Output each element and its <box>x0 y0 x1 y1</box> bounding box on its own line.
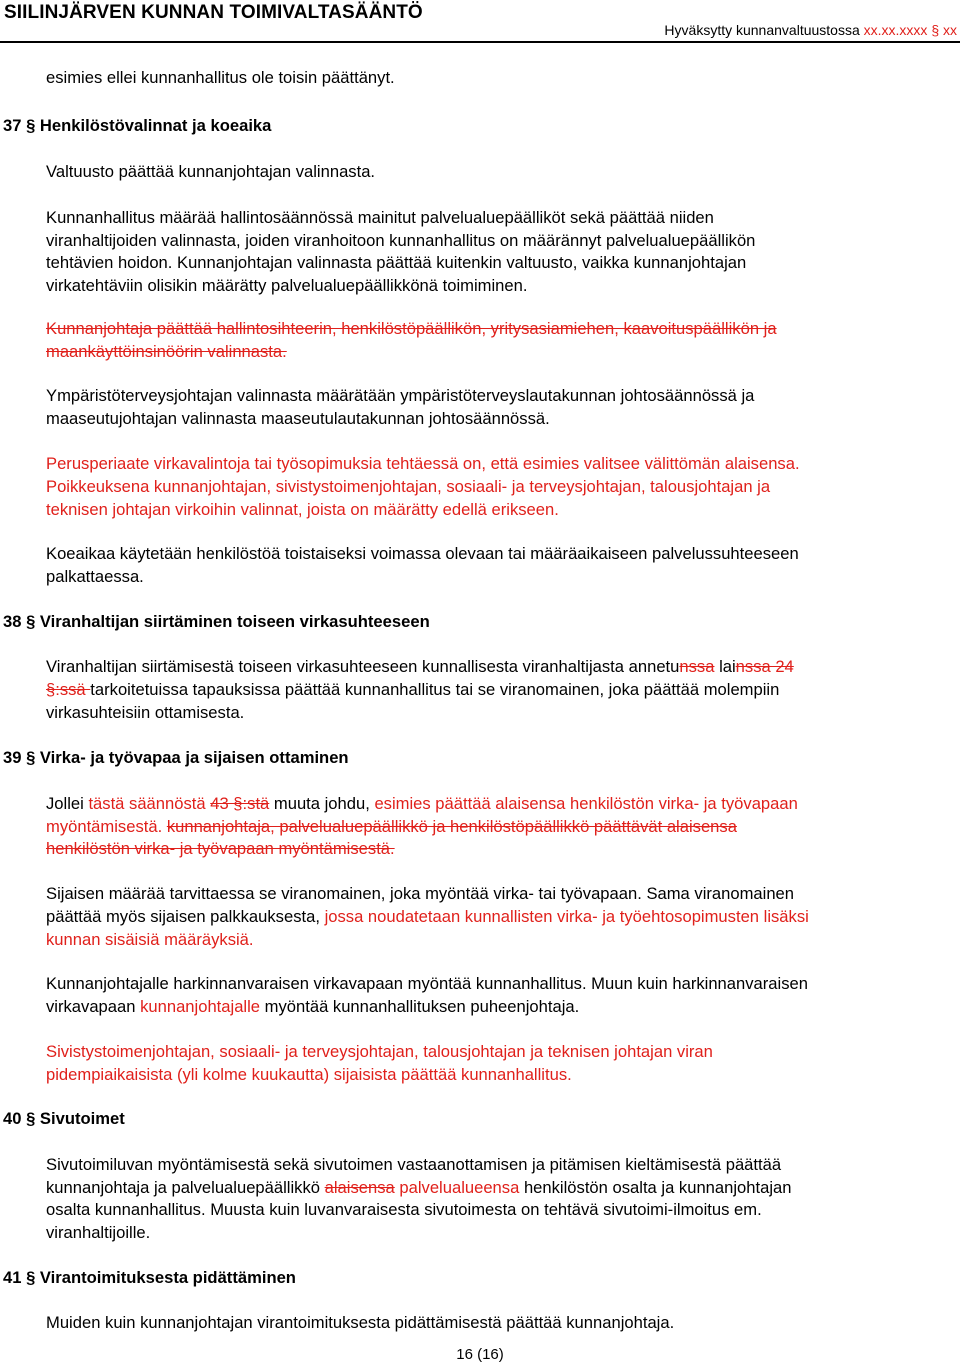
deleted-text: alaisensa <box>324 1178 395 1197</box>
deleted-text-line: henkilöstön virka- ja työvapaan myöntämisestä. <box>46 839 395 858</box>
text-line <box>46 792 936 815</box>
approval-note <box>664 22 957 38</box>
section-heading-41: 41 § Virantoimituksesta pidättäminen <box>3 1268 296 1287</box>
document-title: SIILINJÄRVEN KUNNAN TOIMIVALTASÄÄNTÖ <box>4 2 423 23</box>
added-text: jossa noudatetaan kunnallisten virka- ja työehtosopimusten lisäksi <box>324 907 809 926</box>
text-line: viranhaltijoiden valinnasta, joiden viranhoitoon kunnanhallitus on määrännyt palvelualuepäällikön <box>46 231 756 250</box>
text-line <box>46 995 936 1018</box>
added-text-line: Poikkeuksena kunnanjohtajan, sivistystoimenjohtajan, sosiaali- ja terveysjohtajan, talousjohtajan ja <box>46 477 771 496</box>
text-line: virkasuhteisiin ottamisesta. <box>46 703 245 722</box>
added-text: palvelualueensa <box>399 1178 520 1197</box>
approval-date: xx.xx.xxxx <box>863 22 928 38</box>
text-run: tarkoitetuissa tapauksissa päättää kunnanhallitus tai se viranomainen, joka päättää molempiin <box>90 680 780 699</box>
text-line: esimies ellei kunnanhallitus ole toisin päättänyt. <box>46 68 395 87</box>
section-heading-37: 37 § Henkilöstövalinnat ja koeaika <box>3 116 272 135</box>
added-text: tästä säännöstä <box>88 794 206 813</box>
text-run: virkavapaan <box>46 997 141 1016</box>
text-line <box>46 655 936 678</box>
text-run: Jollei <box>46 794 89 813</box>
approval-section-number: xx <box>943 22 957 38</box>
text-line <box>46 905 936 928</box>
added-text-line: Perusperiaate virkavalintoja tai työsopimuksia tehtäessä on, että esimies valitsee välittömän alaisensa. <box>46 454 800 473</box>
text-line: maaseutujohtajan valinnasta maaseutulautakunnan johtosäännössä. <box>46 409 550 428</box>
deleted-text: §:ssä <box>46 680 91 699</box>
text-line: osalta kunnanhallitus. Muusta kuin luvanvaraisesta sivutoimesta on tehtävä sivutoimi-ilmoitus em. <box>46 1200 762 1219</box>
text-line: viranhaltijoille. <box>46 1223 151 1242</box>
text-run: henkilöstön osalta ja kunnanjohtajan <box>519 1178 792 1197</box>
header-divider <box>0 41 960 43</box>
text-line: Koeaikaa käytetään henkilöstöä toistaiseksi voimassa olevaan tai määräaikaiseen palvelussuhteeseen <box>46 544 799 563</box>
text-run: muuta johdu, <box>269 794 375 813</box>
approval-section-mark: § <box>931 22 940 38</box>
deleted-text: nssa <box>679 657 715 676</box>
added-text-line: teknisen johtajan virkoihin valinnat, joista on määrätty edellä erikseen. <box>46 500 559 519</box>
text-line: Sivutoimiluvan myöntämisestä sekä sivutoimen vastaanottamisen ja pitämisen kieltämisestä päättää <box>46 1155 782 1174</box>
text-line: tehtävien hoidon. Kunnanjohtajan valinnasta päättää kuitenkin valtuusto, vaikka kunnanjohtajan <box>46 253 747 272</box>
text-run: lai <box>714 657 736 676</box>
text-line: Valtuusto päättää kunnanjohtajan valinnasta. <box>46 162 376 181</box>
text-line <box>46 815 936 838</box>
text-run: päättää myös sijaisen palkkauksesta, <box>46 907 325 926</box>
text-line: Ympäristöterveysjohtajan valinnasta määrätään ympäristöterveyslautakunnan johtosäännössä ja <box>46 386 755 405</box>
page-number: 16 (16) <box>456 1346 504 1363</box>
text-line: palkattaessa. <box>46 567 144 586</box>
text-line <box>46 1176 936 1199</box>
added-text-line: pidempiaikaisista (yli kolme kuukautta) sijaisista päättää kunnanhallitus. <box>46 1065 572 1084</box>
section-heading-40: 40 § Sivutoimet <box>3 1109 125 1128</box>
added-text-line: Sivistystoimenjohtajan, sosiaali- ja terveysjohtajan, talousjohtajan ja teknisen johtajan viran <box>46 1042 713 1061</box>
text-line: Sijaisen määrää tarvittaessa se viranomainen, joka myöntää virka- tai työvapaan. Sama viranomainen <box>46 884 795 903</box>
section-heading-38: 38 § Viranhaltijan siirtäminen toiseen virkasuhteeseen <box>3 612 430 631</box>
text-line: virkatehtäviin olisikin määrätty palvelualuepäällikkönä toimiminen. <box>46 276 528 295</box>
section-heading-39: 39 § Virka- ja työvapaa ja sijaisen ottaminen <box>3 748 349 767</box>
text-run: kunnanjohtaja ja palvelualuepäällikkö <box>46 1178 325 1197</box>
added-text: esimies päättää alaisensa henkilöstön virka- ja työvapaan <box>374 794 798 813</box>
text-line: Kunnanjohtajalle harkinnanvaraisen virkavapaan myöntää kunnanhallitus. Muun kuin harkinnanvaraisen <box>46 974 808 993</box>
page-header <box>0 0 960 38</box>
deleted-text-line: maankäyttöinsinöörin valinnasta. <box>46 342 287 361</box>
added-text: myöntämisestä. <box>46 817 167 836</box>
text-line: Muiden kuin kunnanjohtajan virantoimituksesta pidättämisestä päättää kunnanjohtaja. <box>46 1313 675 1332</box>
text-run: Viranhaltijan siirtämisestä toiseen virkasuhteeseen kunnallisesta viranhaltijasta annetu <box>46 657 680 676</box>
text-line: Kunnanhallitus määrää hallintosäännössä mainitut palvelualuepäälliköt sekä päättää niiden <box>46 208 714 227</box>
deleted-text: kunnanjohtaja, palvelualuepäällikkö ja henkilöstöpäällikkö päättävät alaisensa <box>166 817 737 836</box>
added-text: kunnanjohtajalle <box>140 997 261 1016</box>
approval-text: Hyväksytty kunnanvaltuustossa <box>664 22 864 38</box>
text-line <box>46 678 936 701</box>
deleted-text: nssa 24 <box>735 657 794 676</box>
text-run: myöntää kunnanhallituksen puheenjohtaja. <box>260 997 580 1016</box>
deleted-text: 43 §:stä <box>210 794 270 813</box>
deleted-text-line: Kunnanjohtaja päättää hallintosihteerin, henkilöstöpäällikön, yritysasiamiehen, kaavoituspäällikön ja <box>46 319 777 338</box>
added-text-line: kunnan sisäisiä määräyksiä. <box>46 930 254 949</box>
